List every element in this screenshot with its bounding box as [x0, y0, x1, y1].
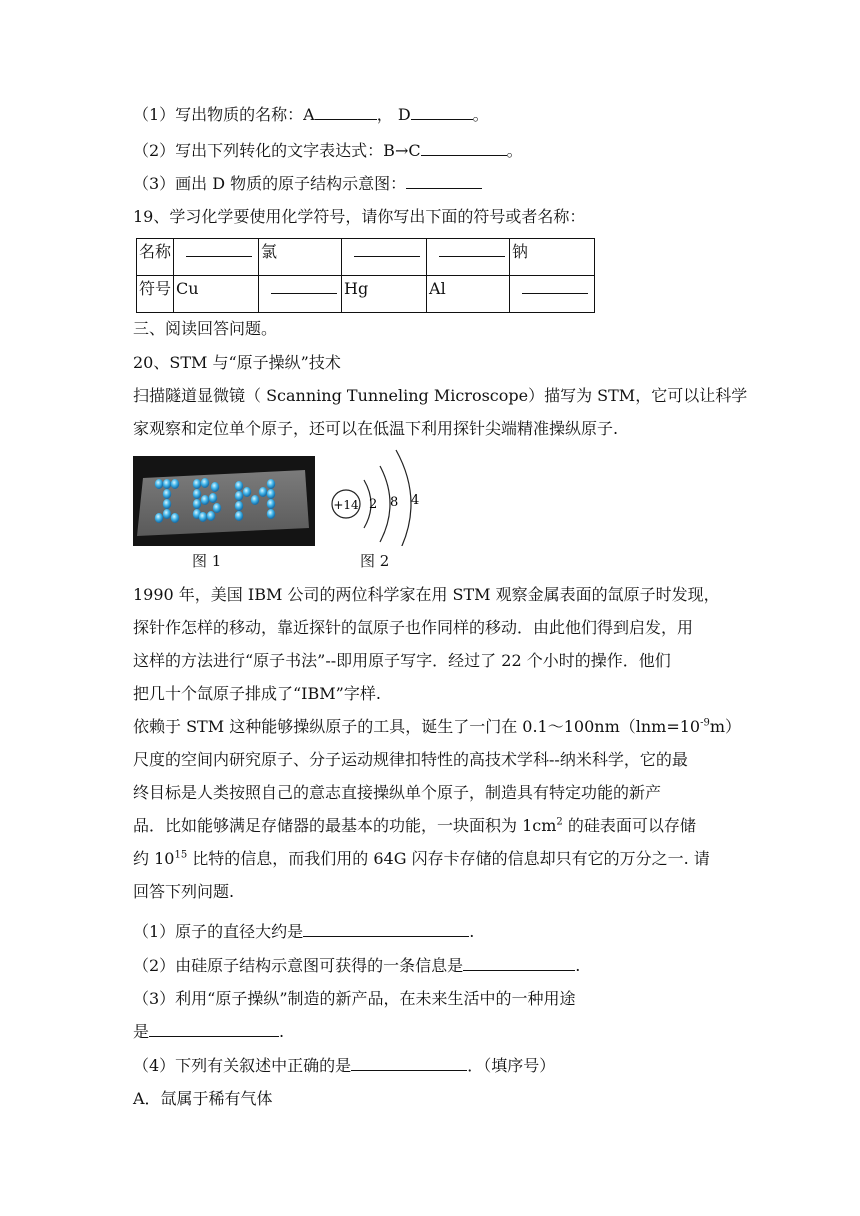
- q18-sub2: [133, 140, 523, 162]
- table-cell[interactable]: [259, 276, 342, 313]
- q20-sub2-suffix: .: [575, 956, 581, 975]
- answer-blank[interactable]: [186, 241, 252, 257]
- section-heading: 三、阅读回答问题。: [133, 319, 278, 338]
- xenon-atom: [171, 513, 179, 523]
- paragraph-line: 把几十个氙原子排成了“IBM”字样.: [133, 684, 381, 703]
- shell-electron-count: 4: [411, 493, 420, 508]
- table-cell: 名称: [137, 239, 174, 276]
- xenon-atom: [251, 495, 259, 505]
- table-cell[interactable]: [510, 276, 595, 313]
- q18-sub1: [133, 104, 489, 126]
- text-run: 约 10: [133, 849, 175, 868]
- paragraph-line: 家观察和定位单个原子，还可以在低温下利用探针尖端精准操纵原子.: [133, 419, 619, 438]
- q20-sub1-suffix: .: [469, 922, 475, 941]
- paragraph-line: 尺度的空间内研究原子、分子运动规律扣特性的高技术学科--纳米科学，它的最: [133, 750, 688, 769]
- q20-sub4-suffix: ．（填序号）: [467, 1056, 556, 1075]
- xenon-atom: [155, 513, 163, 523]
- q20-sub3-prefix: 是: [133, 1022, 150, 1041]
- answer-blank[interactable]: [411, 104, 473, 120]
- nucleus-charge: +14: [333, 498, 359, 512]
- q18-sub1-prefix: （1）写出物质的名称：A: [133, 105, 315, 124]
- q20-sub3-suffix: .: [279, 1022, 285, 1041]
- xenon-atom: [163, 509, 171, 519]
- xenon-atom: [163, 499, 171, 509]
- text-run: 依赖于 STM 这种能够操纵原子的工具，诞生了一门在 0.1～100nm（lnm=10: [133, 717, 701, 736]
- paragraph-line: 这样的方法进行“原子书法”--即用原子写字．经过了 22 个小时的操作．他们: [133, 651, 671, 670]
- q20-sub1: [133, 921, 474, 943]
- xenon-atom: [235, 481, 243, 491]
- q18-sub3: [133, 173, 482, 195]
- q20-sub2: [133, 955, 580, 977]
- q20-title: 20、STM 与“原子操纵”技术: [133, 353, 341, 372]
- q20-option-a: A．氙属于稀有气体: [133, 1089, 273, 1108]
- shell-electron-count: 8: [390, 495, 399, 510]
- xenon-atom: [235, 501, 243, 511]
- electron-shell-arc: [380, 466, 390, 542]
- q18-sub1-mid: ， D: [376, 105, 411, 124]
- text-run: m）: [709, 717, 742, 736]
- symbol-table: [136, 238, 595, 313]
- xenon-atom: [235, 491, 243, 501]
- xenon-atom: [243, 487, 251, 497]
- q20-paragraph-3: [133, 710, 742, 908]
- answer-blank[interactable]: [149, 1021, 279, 1037]
- q20-paragraph-2: [133, 578, 733, 710]
- table-cell[interactable]: [342, 239, 427, 276]
- q18-sub3-prefix: （3）画出 D 物质的原子结构示意图：: [133, 174, 407, 193]
- q18-sub1-suffix: 。: [472, 105, 489, 124]
- xenon-atom: [259, 487, 267, 497]
- text-run: 比特的信息，而我们用的 64G 闪存卡存储的信息却只有它的万分之一. 请: [187, 849, 710, 868]
- q18-sub2-prefix: （2）写出下列转化的文字表达式：B→C: [133, 141, 421, 160]
- q20-sub3-line1: （3）利用“原子操纵”制造的新产品，在未来生活中的一种用途: [133, 989, 576, 1008]
- xenon-atom: [213, 503, 221, 513]
- xenon-atom: [211, 482, 219, 492]
- answer-blank[interactable]: [406, 173, 482, 189]
- xenon-atom: [193, 499, 201, 509]
- table-cell: Cu: [174, 276, 259, 313]
- paragraph-line: [133, 710, 742, 743]
- q18-sub2-suffix: 。: [506, 141, 523, 160]
- paragraph-line: 回答下列问题.: [133, 882, 235, 901]
- xenon-atom: [209, 493, 217, 503]
- figure-2-atom-diagram: [328, 446, 438, 546]
- xenon-atom: [201, 495, 209, 505]
- figure-1-caption: 图 1: [192, 552, 222, 570]
- q20-sub4-prefix: （4）下列有关叙述中正确的是: [133, 1056, 352, 1075]
- table-cell: Hg: [342, 276, 427, 313]
- answer-blank[interactable]: [303, 921, 469, 937]
- q20-sub3-line2: [133, 1021, 284, 1043]
- xenon-atom: [193, 479, 201, 489]
- q20-sub4: [133, 1055, 555, 1077]
- xenon-atom: [163, 479, 171, 489]
- superscript: 2: [556, 816, 563, 828]
- xenon-atom: [267, 509, 275, 519]
- answer-blank[interactable]: [271, 278, 337, 294]
- answer-blank[interactable]: [351, 1055, 467, 1071]
- paragraph-line: 1990 年，美国 IBM 公司的两位科学家在用 STM 观察金属表面的氙原子时发现，: [133, 585, 720, 604]
- xenon-atom: [235, 511, 243, 521]
- text-run: 品．比如能够满足存储器的最基本的功能，一块面积为 1cm: [133, 816, 557, 835]
- xenon-atom: [199, 512, 207, 522]
- stm-surface-graphic: [133, 456, 315, 546]
- table-cell[interactable]: [174, 239, 259, 276]
- table-row: [137, 239, 595, 276]
- q20-intro: [133, 379, 748, 445]
- figure-1-stm-image: [133, 456, 315, 546]
- superscript: 15: [174, 849, 188, 861]
- superscript: -9: [700, 717, 710, 729]
- answer-blank[interactable]: [421, 140, 507, 156]
- paragraph-line: [133, 809, 733, 842]
- xenon-atom: [207, 511, 215, 521]
- table-cell: 氯: [259, 239, 342, 276]
- q19-intro: 19、学习化学要使用化学符号，请你写出下面的符号或者名称：: [133, 207, 586, 226]
- xenon-atom: [163, 489, 171, 499]
- xenon-atom: [267, 489, 275, 499]
- table-cell: 符号: [137, 276, 174, 313]
- figure-2-caption: 图 2: [360, 552, 390, 570]
- xenon-atom: [171, 479, 179, 489]
- xenon-atom: [267, 499, 275, 509]
- paragraph-line: 终目标是人类按照自己的意志直接操纵单个原子，制造具有特定功能的新产: [133, 783, 662, 802]
- paragraph-line: 探针作怎样的移动，靠近探针的氙原子也作同样的移动．由此他们得到启发，用: [133, 618, 694, 637]
- xenon-atom: [201, 478, 209, 488]
- table-cell: Al: [427, 276, 510, 313]
- paragraph-line: [133, 842, 733, 875]
- answer-blank[interactable]: [522, 278, 588, 294]
- q20-sub1-prefix: （1）原子的直径大约是: [133, 922, 304, 941]
- answer-blank[interactable]: [463, 955, 575, 971]
- table-cell: 钠: [510, 239, 595, 276]
- shell-electron-count: 2: [369, 497, 378, 512]
- text-run: 的硅表面可以存储: [562, 816, 696, 835]
- answer-blank[interactable]: [439, 241, 505, 257]
- q20-sub2-prefix: （2）由硅原子结构示意图可获得的一条信息是: [133, 956, 464, 975]
- xenon-atom: [155, 479, 163, 489]
- table-cell[interactable]: [427, 239, 510, 276]
- table-row: [137, 276, 595, 313]
- xenon-atom: [193, 489, 201, 499]
- xenon-atom: [267, 479, 275, 489]
- paragraph-line: 扫描隧道显微镜（ Scanning Tunneling Microscope）描写为 STM，它可以让科学: [133, 386, 748, 405]
- answer-blank[interactable]: [315, 104, 377, 120]
- answer-blank[interactable]: [354, 241, 420, 257]
